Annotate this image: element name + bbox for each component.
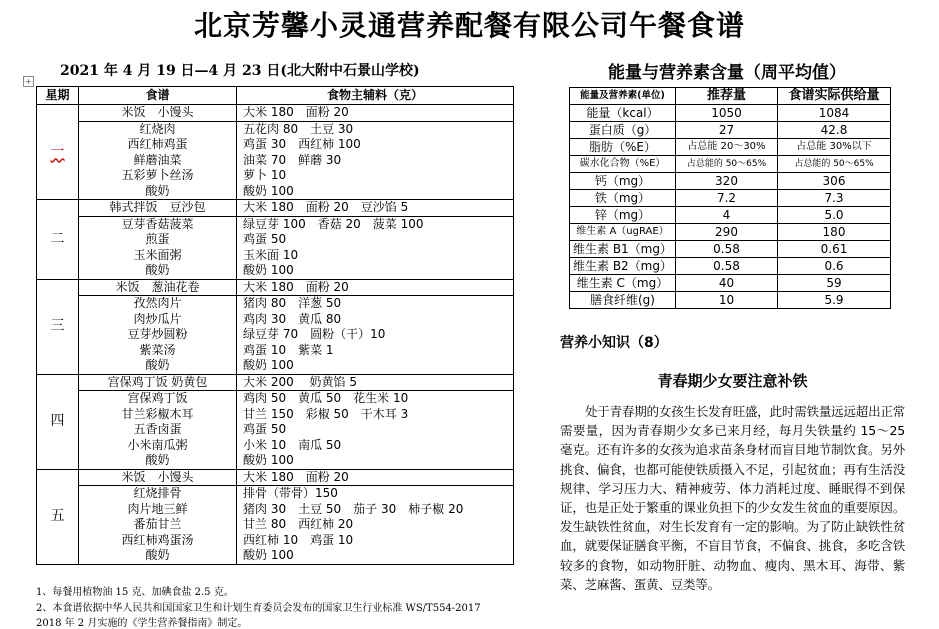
ingredient-line: 鸡肉 50 黄瓜 50 花生米 10: [243, 391, 409, 405]
dishes-cell: [79, 391, 237, 470]
dish-name: 宫保鸡丁饭: [127, 391, 188, 405]
menu-row: [37, 469, 514, 486]
ingredient-line: 酸奶 100: [243, 453, 294, 467]
dish-name: 玉米面粥: [133, 247, 182, 262]
dish-name: 西红柿鸡蛋: [127, 137, 188, 151]
weekday-label: 一: [50, 143, 65, 160]
ingredients-cell: [237, 121, 514, 200]
nutrient-name: 维生素 B1（mg）: [570, 241, 676, 258]
ingredient-line: 鸡蛋 50: [243, 422, 287, 436]
weekday-cell: [37, 279, 79, 374]
recommended-value: 1050: [676, 105, 778, 122]
menu-header-row: [37, 87, 514, 105]
menu-row: [37, 279, 514, 296]
ingredient-line: 萝卜 10: [243, 168, 287, 182]
staple-ingredients-cell: [237, 200, 514, 217]
page-title: 北京芳馨小灵通营养配餐有限公司午餐食谱: [193, 9, 745, 42]
recommended-value: 40: [676, 275, 778, 292]
menu-row: [37, 121, 514, 200]
weekday-label: 三: [50, 318, 65, 334]
header-recommended: 推荐量: [676, 88, 778, 105]
nutrition-row: [570, 122, 891, 139]
weekday-label: 五: [50, 508, 65, 524]
dish-name: 米饭 小馒头: [121, 105, 194, 119]
dish-name: 酸奶: [145, 453, 170, 467]
dish-name: 五香卤蛋: [133, 422, 182, 436]
recommended-value: 7.2: [676, 190, 778, 207]
nutrition-row: [570, 139, 891, 156]
nutrient-name: 蛋白质（g）: [570, 122, 676, 139]
ingredient-line: 绿豆芽 70 圆粉（干）10: [243, 327, 386, 341]
dish-name: 煎蛋: [145, 232, 170, 246]
header-ingredients: 食物主辅料（克）: [237, 87, 514, 105]
recommended-value: 290: [676, 224, 778, 241]
ingredient-line: 鸡蛋 10 紫菜 1: [243, 342, 334, 357]
actual-value: 占总能 30%以下: [778, 139, 891, 156]
staple-cell: [79, 374, 237, 391]
weekday-label: 二: [50, 230, 65, 247]
dish-name: 豆芽香菇菠菜: [121, 216, 194, 231]
dishes-cell: [79, 121, 237, 200]
dish-name: 西红柿鸡蛋汤: [121, 532, 194, 547]
recommended-value: 0.58: [676, 258, 778, 275]
nutrition-row: [570, 105, 891, 122]
nutrition-row: [570, 292, 891, 309]
weekday-cell: [37, 374, 79, 469]
staple-ingredients-cell: [237, 374, 514, 391]
knowledge-label: 营养小知识（8）: [560, 335, 668, 351]
dishes-cell: [79, 216, 237, 279]
menu-row: [37, 216, 514, 279]
dish-name: 米饭 小馒头: [121, 469, 194, 484]
actual-value: 0.61: [778, 241, 891, 258]
dish-name: 酸奶: [145, 263, 170, 277]
ingredient-line: 鸡肉 30 黄瓜 80: [243, 311, 342, 326]
ingredient-line: 绿豆芽 100 香菇 20 菠菜 100: [243, 216, 424, 231]
weekday-cell: [37, 200, 79, 280]
dish-name: 小米南瓜粥: [127, 437, 188, 452]
recommended-value: 占总能的 50～65%: [676, 156, 778, 173]
ingredient-line: 小米 10 南瓜 50: [243, 437, 342, 452]
article-body: [560, 402, 905, 594]
ingredient-line: 玉米面 10: [243, 247, 299, 262]
nutrient-name: 钙（mg）: [570, 173, 676, 190]
nutrient-name: 能量（kcal）: [570, 105, 676, 122]
nutrient-name: 锌（mg）: [570, 207, 676, 224]
ingredient-line: 排骨（带骨）150: [243, 486, 338, 500]
dish-name: 肉炒瓜片: [133, 311, 182, 326]
actual-value: 占总能的 50～65%: [778, 156, 891, 173]
actual-value: 1084: [778, 105, 891, 122]
nutrient-name: 维生素 C（mg）: [570, 275, 676, 292]
footnote: 2018 年 2 月实施的《学生营养餐指南》制定。: [36, 618, 248, 629]
menu-row: [37, 105, 514, 122]
ingredient-line: 西红柿 10 鸡蛋 10: [243, 532, 354, 547]
dish-name: 酸奶: [145, 548, 170, 562]
nutrition-row: [570, 156, 891, 173]
actual-value: 5.0: [778, 207, 891, 224]
ingredient-line: 鸡蛋 50: [243, 232, 287, 246]
nutrient-name: 脂肪（%E）: [570, 139, 676, 156]
footnote: 2、本食谱依据中华人民共和国国家卫生和计划生育委员会发布的国家卫生行业标准 WS/T554-2017: [36, 603, 481, 614]
ingredient-line: 鸡蛋 30 西红柿 100: [243, 137, 361, 151]
recommended-value: 4: [676, 207, 778, 224]
dish-name: 孜然肉片: [133, 296, 182, 310]
actual-value: 42.8: [778, 122, 891, 139]
recommended-value: 0.58: [676, 241, 778, 258]
staple-cell: [79, 469, 237, 486]
staple-cell: [79, 200, 237, 217]
table-move-handle-icon[interactable]: +: [23, 76, 34, 87]
ingredient-line: 酸奶 100: [243, 548, 294, 562]
menu-row: [37, 296, 514, 375]
actual-value: 59: [778, 275, 891, 292]
ingredient-line: 大米 180 面粉 20: [243, 279, 349, 294]
ingredient-line: 大米 180 面粉 20 豆沙馅 5: [243, 200, 409, 214]
weekday-cell: [37, 469, 79, 564]
nutrition-header-row: [570, 88, 891, 105]
actual-value: 180: [778, 224, 891, 241]
staple-ingredients-cell: [237, 105, 514, 122]
menu-date-range: 2021 年 4 月 19 日—4 月 23 日(北大附中石景山学校): [60, 63, 420, 79]
nutrition-row: [570, 190, 891, 207]
nutrient-name: 维生素 B2（mg）: [570, 258, 676, 275]
ingredient-line: 油菜 70 鲜蘑 30: [243, 152, 342, 167]
ingredient-line: 猪肉 30 土豆 50 茄子 30 柿子椒 20: [243, 501, 464, 516]
ingredient-line: 酸奶 100: [243, 358, 294, 372]
article-title: 青春期少女要注意补铁: [657, 372, 808, 390]
nutrient-name: 膳食纤维(g): [570, 292, 676, 309]
staple-ingredients-cell: [237, 469, 514, 486]
recommended-value: 10: [676, 292, 778, 309]
dishes-cell: [79, 296, 237, 375]
nutrition-table: [569, 87, 891, 309]
dishes-cell: [79, 486, 237, 565]
weekday-label: 四: [50, 413, 65, 429]
ingredients-cell: [237, 216, 514, 279]
dish-name: 紫菜汤: [139, 342, 176, 357]
menu-row: [37, 391, 514, 470]
dish-name: 宫保鸡丁饭 奶黄包: [107, 374, 208, 389]
nutrition-row: [570, 241, 891, 258]
ingredient-line: 甘兰 80 西红柿 20: [243, 517, 354, 531]
dish-name: 甘兰彩椒木耳: [121, 406, 194, 421]
nutrition-row: [570, 275, 891, 292]
recommended-value: 占总能 20～30%: [676, 139, 778, 156]
ingredient-line: 酸奶 100: [243, 183, 294, 198]
ingredient-line: 大米 180 面粉 20: [243, 469, 349, 484]
dish-name: 米饭 葱油花卷: [115, 279, 200, 294]
ingredient-line: 甘兰 150 彩椒 50 干木耳 3: [243, 406, 409, 421]
ingredients-cell: [237, 486, 514, 565]
footnote: 1、每餐用植物油 15 克、加碘食盐 2.5 克。: [36, 587, 234, 598]
staple-cell: [79, 105, 237, 122]
nutrient-name: 碳水化合物（%E）: [570, 156, 676, 173]
dish-name: 豆芽炒圆粉: [127, 327, 188, 341]
dish-name: 酸奶: [145, 183, 170, 198]
dish-name: 酸奶: [145, 358, 170, 372]
actual-value: 306: [778, 173, 891, 190]
menu-row: [37, 200, 514, 217]
article-paragraph: 处于青春期的女孩生长发育旺盛，此时需铁量远远超出正常需要量，因为青春期少女多已来月经，每月失铁量约 15～25 毫克。还有许多的女孩为追求苗条身材而盲目地节制饮食。另外挑食、偏食，也都可能使铁质摄入不足，引起贫血；再有生活没规律、学习压力大、精神疲劳、体力消耗过度、睡眠得不到保证，也是正处于繁重的课业负担下的少女发生贫血的重要原因。发生缺铁性贫血，对生长发育有一定的影响。为了防止缺铁性贫血，就要保证膳食平衡，不盲目节食，不偏食、挑食，多吃含铁较多的食物，如动物肝脏、动物血、瘦肉、黑木耳、海带、紫菜、芝麻酱、蛋黄、豆类等。: [560, 404, 905, 592]
recommended-value: 320: [676, 173, 778, 190]
nutrition-row: [570, 224, 891, 241]
dish-name: 韩式拌饭 豆沙包: [109, 200, 206, 214]
weekday-cell: [37, 105, 79, 200]
dish-name: 鲜蘑油菜: [133, 152, 182, 167]
ingredient-line: 酸奶 100: [243, 263, 294, 277]
ingredient-line: 五花肉 80 土豆 30: [243, 121, 354, 136]
menu-table: [36, 86, 514, 565]
staple-ingredients-cell: [237, 279, 514, 296]
nutrition-title: 能量与营养素含量（周平均值）: [608, 63, 846, 83]
staple-cell: [79, 279, 237, 296]
dish-name: 番茄甘兰: [133, 517, 182, 531]
dish-name: 红烧肉: [139, 121, 176, 136]
actual-value: 5.9: [778, 292, 891, 309]
ingredient-line: 猪肉 80 洋葱 50: [243, 296, 342, 310]
nutrient-name: 维生素 A（ugRAE）: [570, 224, 676, 241]
dish-name: 肉片地三鲜: [127, 501, 188, 516]
header-nutrient: 能量及营养素(单位): [570, 88, 676, 105]
ingredient-line: 大米 180 面粉 20: [243, 105, 349, 119]
nutrition-row: [570, 207, 891, 224]
nutrition-row: [570, 173, 891, 190]
nutrient-name: 铁（mg）: [570, 190, 676, 207]
header-actual: 食谱实际供给量: [778, 88, 891, 105]
menu-row: [37, 486, 514, 565]
dish-name: 红烧排骨: [133, 486, 182, 500]
header-weekday: 星期: [37, 87, 79, 105]
ingredients-cell: [237, 296, 514, 375]
ingredients-cell: [237, 391, 514, 470]
menu-row: [37, 374, 514, 391]
actual-value: 0.6: [778, 258, 891, 275]
nutrition-row: [570, 258, 891, 275]
actual-value: 7.3: [778, 190, 891, 207]
ingredient-line: 大米 200 奶黄馅 5: [243, 374, 357, 389]
recommended-value: 27: [676, 122, 778, 139]
header-dishes: 食谱: [79, 87, 237, 105]
dish-name: 五彩萝卜丝汤: [121, 168, 194, 182]
